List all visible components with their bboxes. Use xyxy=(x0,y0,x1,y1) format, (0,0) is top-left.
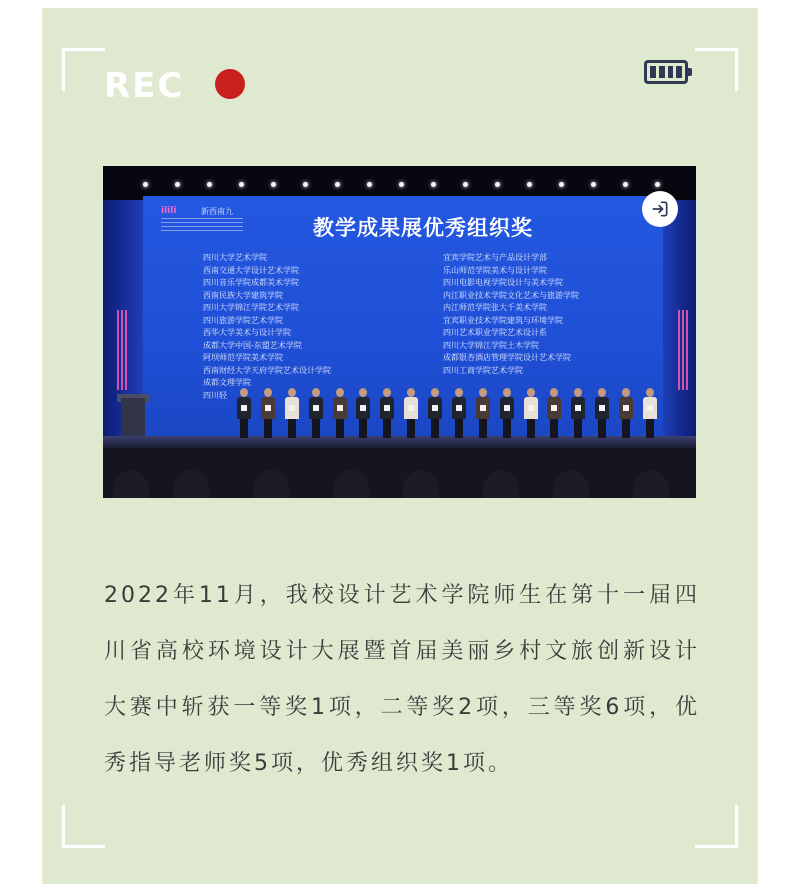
recipient-figure xyxy=(476,388,490,438)
post-card xyxy=(42,8,758,884)
award-list-item: 成都大学中国-东盟艺术学院 xyxy=(203,340,302,350)
recipient-figure xyxy=(595,388,609,438)
award-list-item: 西华大学美术与设计学院 xyxy=(203,328,291,337)
award-list-item: 西南财经大学天府学院艺术设计学院 xyxy=(203,365,331,375)
award-list-item: 内江师范学院张大千美术学院 xyxy=(443,303,547,312)
recipient-figure xyxy=(643,388,657,438)
award-list-item: 四川大学锦江学院艺术学院 xyxy=(203,303,299,312)
recipient-figure xyxy=(309,388,323,438)
side-screen-right xyxy=(662,200,696,440)
recipient-figure xyxy=(619,388,633,438)
award-list-item: 四川工商学院艺术学院 xyxy=(443,365,523,375)
exit-icon[interactable] xyxy=(642,191,678,227)
screen-title: 教学成果展优秀组织奖 xyxy=(313,216,533,240)
recipient-figure xyxy=(380,388,394,438)
award-list-item: 西南民族大学建筑学院 xyxy=(203,290,283,300)
screen-logo-secondary: 新西南九 xyxy=(201,207,233,216)
recipient-figure xyxy=(356,388,370,438)
record-dot-icon xyxy=(215,69,245,99)
award-list-item: 成都文理学院 xyxy=(203,378,251,387)
battery-tip xyxy=(688,68,692,76)
battery-icon xyxy=(644,60,688,84)
recipient-figure xyxy=(547,388,561,438)
award-list-item: 四川音乐学院成都美术学院 xyxy=(203,278,299,287)
award-recipients xyxy=(237,388,657,438)
rec-label: REC xyxy=(104,66,185,106)
recipient-figure xyxy=(333,388,347,438)
screen-logo: ilili xyxy=(161,206,177,216)
viewfinder-corner-bottom-right xyxy=(695,805,738,848)
award-list-item: 四川大学艺术学院 xyxy=(203,253,267,262)
award-list-item: 内江职业技术学院文化艺术与旅游学院 xyxy=(443,290,579,300)
recipient-figure xyxy=(500,388,514,438)
podium xyxy=(121,398,145,438)
award-list-item: 成都银杏酒店管理学院设计艺术学院 xyxy=(443,353,571,362)
recipient-figure xyxy=(571,388,585,438)
recipient-figure xyxy=(285,388,299,438)
viewfinder-corner-top-left xyxy=(62,48,105,91)
caption-text: 2022年11月，我校设计艺术学院师生在第十一届四川省高校环境设计大展暨首届美丽乡村文旅创新设计大赛中斩获一等奖1项，二等奖2项，三等奖6项，优秀指导老师奖5项，优秀组织奖1项。 xyxy=(104,583,700,776)
award-list-item: 乐山师范学院美术与设计学院 xyxy=(443,265,547,275)
award-list-left xyxy=(203,252,383,402)
award-list-item: 四川电影电视学院设计与美术学院 xyxy=(443,278,563,287)
recipient-figure xyxy=(524,388,538,438)
award-list-item: 四川轻 xyxy=(203,390,227,400)
award-list-item: 四川大学锦江学院土木学院 xyxy=(443,340,539,350)
award-list-right xyxy=(443,252,623,402)
award-list-item: 四川旅游学院艺术学院 xyxy=(203,315,283,325)
recipient-figure xyxy=(452,388,466,438)
recipient-figure xyxy=(404,388,418,438)
award-ceremony-photo xyxy=(103,166,696,498)
award-list-item: 宜宾职业技术学院建筑与环境学院 xyxy=(443,315,563,325)
recipient-figure xyxy=(428,388,442,438)
viewfinder-corner-bottom-left xyxy=(62,805,105,848)
recipient-figure xyxy=(237,388,251,438)
award-list-item: 阿坝师范学院美术学院 xyxy=(203,353,283,362)
award-list-item: 四川艺术职业学院艺术设计系 xyxy=(443,328,547,337)
award-list-item: 西南交通大学设计艺术学院 xyxy=(203,265,299,275)
award-list-item: 宜宾学院艺术与产品设计学部 xyxy=(443,253,547,262)
recipient-figure xyxy=(261,388,275,438)
viewfinder-corner-top-right xyxy=(695,48,738,91)
award-lists xyxy=(203,252,623,402)
audience xyxy=(103,454,696,498)
